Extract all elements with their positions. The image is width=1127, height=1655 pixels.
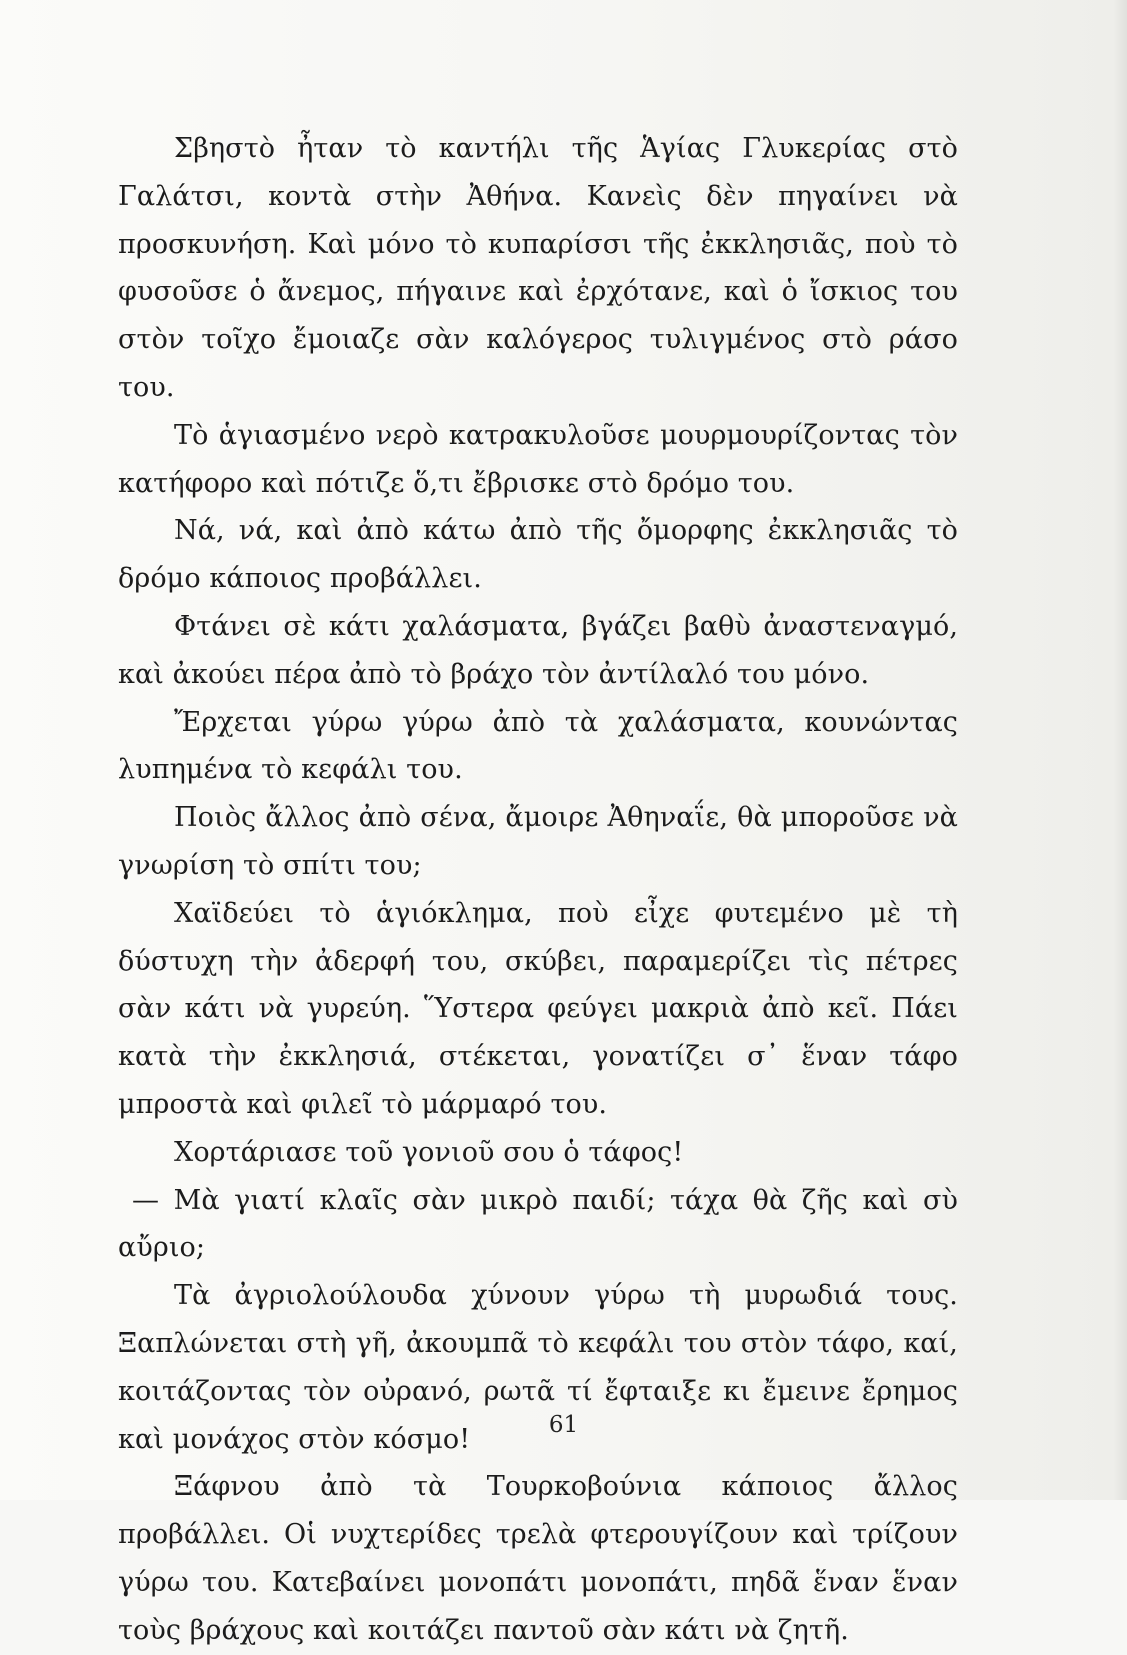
page-number: 61 bbox=[548, 1412, 579, 1438]
paragraph: Σβηστὸ ἦταν τὸ καντήλι τῆς Ἁγίας Γλυκερίας στὸ Γαλάτσι, κοντὰ στὴν Ἀθήνα. Κανεὶς δὲν πηγαίνει νὰ προσκυνήση. Καὶ μόνο τὸ κυπαρίσσι τῆς ἐκκλησιᾶς, ποὺ τὸ φυσοῦσε ὁ ἄνεμος, πήγαινε καὶ ἐρχότανε, καὶ ὁ ἴσκιος του στὸν τοῖχο ἔμοιαζε σὰν καλόγερος τυλιγμένος στὸ ράσο του. bbox=[118, 133, 958, 403]
paragraph: Τὰ ἀγριολούλουδα χύνουν γύρω τὴ μυρωδιά τους. Ξαπλώνεται στὴ γῆ, ἀκουμπᾶ τὸ κεφάλι του στὸν τάφο, καί, κοιτάζοντας τὸν οὐρανό, ρωτᾶ τί ἔφταιξε κι ἔμεινε ἔρημος καὶ μονάχος στὸν κόσμο! bbox=[118, 1280, 958, 1455]
paragraph: Τὸ ἁγιασμένο νερὸ κατρακυλοῦσε μουρμουρίζοντας τὸν κατήφορο καὶ πότιζε ὅ,τι ἔβρισκε στὸ δρόμο του. bbox=[118, 419, 958, 499]
paragraph: Νά, νά, καὶ ἀπὸ κάτω ἀπὸ τῆς ὄμορφης ἐκκλησιᾶς τὸ δρόμο κάποιος προβάλλει. bbox=[118, 515, 958, 595]
paragraph: Ξάφνου ἀπὸ τὰ Τουρκοβούνια κάποιος ἄλλος προβάλλει. Οἱ νυχτερίδες τρελὰ φτερουγίζουν καὶ τρίζουν γύρω του. Κατεβαίνει μονοπάτι μονοπάτι, πηδᾶ ἕναν ἕναν τοὺς βράχους καὶ κοιτάζει παντοῦ σὰν κάτι νὰ ζητῆ. bbox=[118, 1471, 958, 1646]
paragraph: Χαϊδεύει τὸ ἁγιόκλημα, ποὺ εἶχε φυτεμένο μὲ τὴ δύστυχη τὴν ἀδερφή του, σκύβει, παραμερίζει τὶς πέτρες σὰν κάτι νὰ γυρεύη. Ὕστερα φεύγει μακριὰ ἀπὸ κεῖ. Πάει κατὰ τὴν ἐκκλησιά, στέκεται, γονατίζει σ᾽ ἕναν τάφο μπροστὰ καὶ φιλεῖ τὸ μάρμαρό του. bbox=[118, 897, 958, 1120]
paragraph: Ἔρχεται γύρω γύρω ἀπὸ τὰ χαλάσματα, κουνώντας λυπημένα τὸ κεφάλι του. bbox=[118, 706, 958, 786]
page-edge-shadow bbox=[1113, 0, 1127, 1500]
paragraph: Ποιὸς ἄλλος ἀπὸ σένα, ἄμοιρε Ἀθηναΐε, θὰ μποροῦσε νὰ γνωρίση τὸ σπίτι του; bbox=[118, 802, 958, 881]
paragraph: Φτάνει σὲ κάτι χαλάσματα, βγάζει βαθὺ ἀναστεναγμό, καὶ ἀκούει πέρα ἀπὸ τὸ βράχο τὸν ἀντίλαλό του μόνο. bbox=[118, 610, 958, 690]
paragraph: Χορτάριασε τοῦ γονιοῦ σου ὁ τάφος! bbox=[174, 1136, 684, 1168]
dialogue-paragraph: — Μὰ γιατί κλαῖς σὰν μικρὸ παιδί; τάχα θὰ ζῆς καὶ σὺ αὔριο; bbox=[118, 1184, 958, 1264]
